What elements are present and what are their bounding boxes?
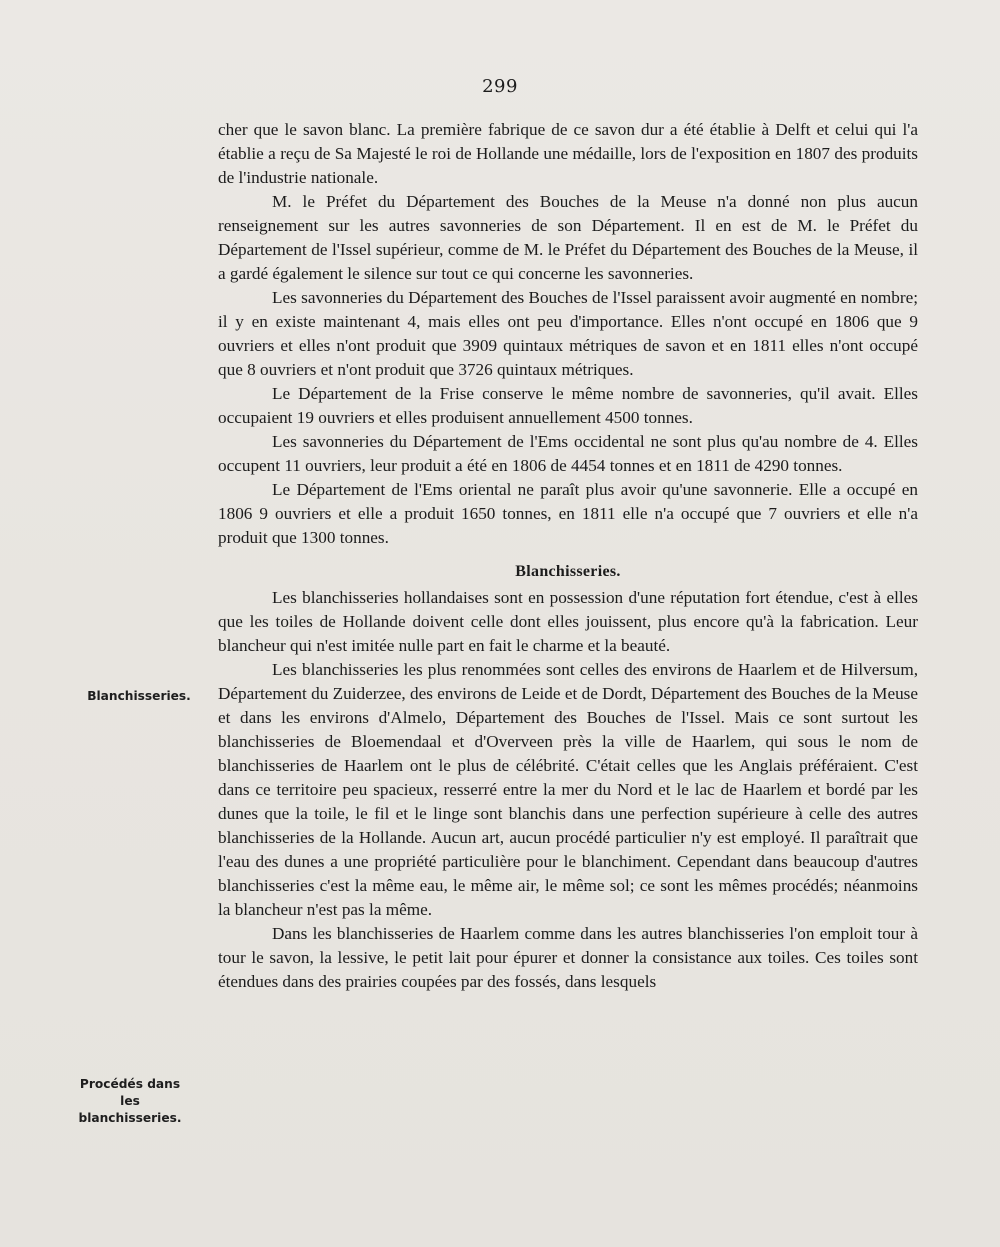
- paragraph: Dans les blanchisseries de Haarlem comme dans les autres blanchisseries l'on emploit tour à tour le savon, la lessive, le petit lait pour épurer et donner la consistance aux toiles. Ces toiles sont étendues dans des prairies coupées par des fossés, dans lesquels: [218, 924, 918, 991]
- margin-note-blanchisseries: Blanchisseries.: [87, 689, 191, 703]
- margin-note-procedes: Procédés dans les blanchisseries.: [78, 1077, 182, 1125]
- paragraph: Les blanchisseries les plus renommées sont celles des environs de Haarlem et de Hilversum, Département du Zuiderzee, des environs de Leide et de Dordt, Département des Bouches de la Meuse et dans les environs d'Almelo, Département des Bouches de l'Issel. Mais ce sont surtout les blanchisseries de Bloemendaal et d'Overveen près la ville de Haarlem, qui sous le nom de blanchisseries de Haarlem ont le plus de célébrité. C'était celles que les Anglais préféraient. C'est dans ce territoire peu spacieux, resserré entre la mer du Nord et le lac de Haarlem et bordé par les dunes que la toile, le fil et le linge sont blanchis dans une perfection supérieure à celle des autres blanchisseries de la Hollande. Aucun art, aucun procédé particulier n'y est employé. Il paraîtrait que l'eau des dunes a une propriété particulière pour le blanchiment. Cependant dans beaucoup d'autres blanchisseries c'est la même eau, le même air, le même sol; ce sont les mêmes procédés; néanmoins la blancheur n'est pas la même.: [218, 660, 918, 919]
- paragraph: Les savonneries du Département de l'Ems occidental ne sont plus qu'au nombre de 4. Elles occupent 11 ouvriers, leur produit a été en 1806 de 4454 tonnes et en 1811 de 4290 tonnes.: [218, 432, 918, 475]
- paragraph: M. le Préfet du Département des Bouches de la Meuse n'a donné non plus aucun renseignement sur les autres savonneries de son Département. Il en est de M. le Préfet du Département de l'Issel supérieur, comme de M. le Préfet du Département des Bouches de la Meuse, il a gardé également le silence sur tout ce qui concerne les savonneries.: [218, 192, 918, 283]
- paragraph: cher que le savon blanc. La première fabrique de ce savon dur a été établie à Delft et celui qui l'a établie a reçu de Sa Majesté le roi de Hollande une médaille, lors de l'exposition en 1807 des produits de l'industrie nationale.: [218, 120, 918, 187]
- paragraph: Le Département de la Frise conserve le même nombre de savonneries, qu'il avait. Elles occupaient 19 ouvriers et elles produisent annuellement 4500 tonnes.: [218, 384, 918, 427]
- body-text: [218, 118, 918, 994]
- paragraph: Le Département de l'Ems oriental ne paraît plus avoir qu'une savonnerie. Elle a occupé en 1806 9 ouvriers et elle a produit 1650 tonnes, en 1811 elle n'a occupé que 7 ouvriers et elle n'a produit que 1300 tonnes.: [218, 480, 918, 547]
- page-number: 299: [482, 76, 518, 97]
- paragraph: Les savonneries du Département des Bouches de l'Issel paraissent avoir augmenté en nombre; il y en existe maintenant 4, mais elles ont peu d'importance. Elles n'ont occupé en 1806 que 9 ouvriers et elles n'ont produit que 3909 quintaux métriques de savon et en 1811 elles n'ont occupé que 8 ouvriers et n'ont produit que 3726 quintaux métriques.: [218, 288, 918, 379]
- section-title: Blanchisseries.: [515, 563, 621, 580]
- paragraph: Les blanchisseries hollandaises sont en possession d'une réputation fort étendue, c'est à elles que les toiles de Hollande doivent celle dont elles jouissent, plus encore qu'à la fabrication. Leur blancheur qui n'est imitée nulle part en fait le charme et la beauté.: [218, 588, 918, 655]
